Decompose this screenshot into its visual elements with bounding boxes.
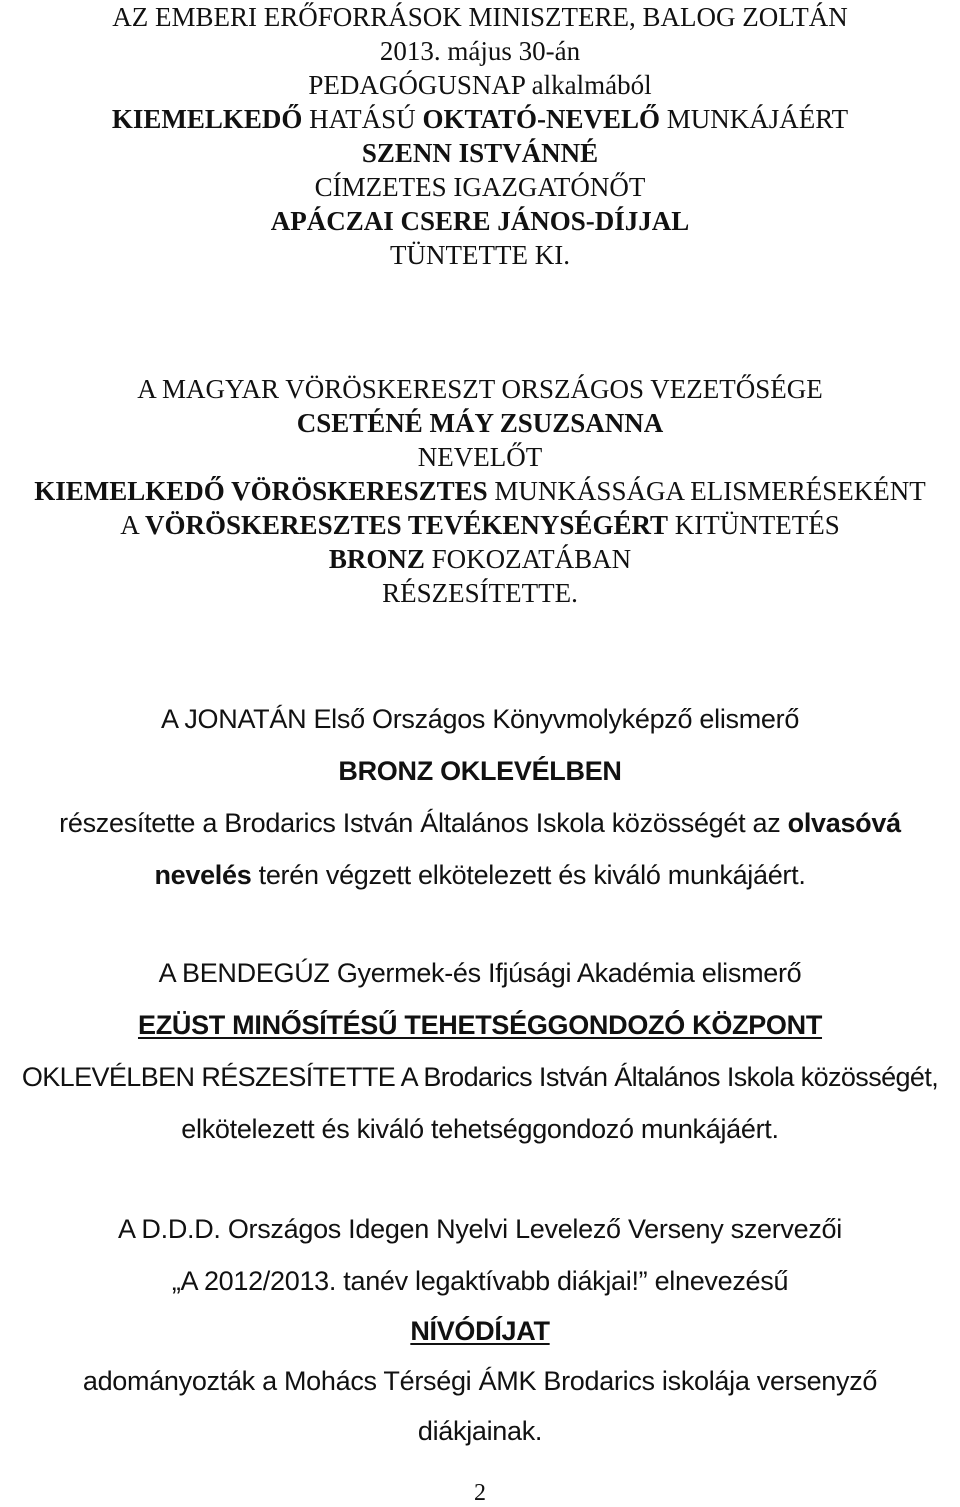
award2-prize-start: A: [120, 510, 146, 540]
award1-closing-line: TÜNTETTE KI.: [390, 240, 570, 270]
award1-recipient-line: [0, 138, 960, 169]
award1-reason-bold1: KIEMELKEDŐ: [111, 104, 303, 134]
award3-reason-line: [0, 860, 960, 891]
award2-grade-bold: BRONZ: [328, 544, 425, 574]
award1-reason-mid: HATÁSÚ: [302, 104, 423, 134]
award1-reason-end: MUNKÁJÁÉRT: [659, 104, 849, 134]
award1-date-line: 2013. május 30-án: [379, 36, 581, 66]
award4-issuer-line: A BENDEGÚZ Gyermek-és Ifjúsági Akadémia elismerő: [158, 958, 802, 988]
award3-reason-end: terén végzett elkötelezett és kiváló munkájáért.: [251, 860, 806, 890]
award2-prize-bold: VÖRÖSKERESZTES TEVÉKENYSÉGÉRT: [145, 510, 669, 540]
award4-prize-name: EZÜST MINŐSÍTÉSŰ TEHETSÉGGONDOZÓ KÖZPONT: [137, 1010, 823, 1040]
award3-recipient-start: részesítette a Brodarics István Általános Iskola közösségét az: [59, 808, 788, 838]
award3-prize-line: [0, 756, 960, 787]
award2-recipient-line: [0, 408, 960, 439]
award1-occasion-line: PEDAGÓGUSNAP alkalmából: [308, 70, 652, 100]
award2-grade-line: [0, 544, 960, 575]
award4-prize-line: [0, 1010, 960, 1041]
award5-prize-name: NÍVÓDÍJAT: [410, 1316, 550, 1346]
award2-prize-end: KITÜNTETÉS: [668, 510, 840, 540]
award5-prize-line: [0, 1316, 960, 1347]
award2-recipient-name: CSETÉNÉ MÁY ZSUZSANNA: [296, 408, 664, 438]
award1-title-line: CÍMZETES IGAZGATÓNŐT: [314, 172, 646, 202]
award1-prize-name: APÁCZAI CSERE JÁNOS-DÍJJAL: [270, 206, 690, 236]
award3-prize-name: BRONZ OKLEVÉLBEN: [338, 756, 622, 786]
award1-prize-line: [0, 206, 960, 237]
page-number: 2: [474, 1480, 486, 1506]
award3-recipient-line: [0, 808, 960, 839]
award2-reason-bold: KIEMELKEDŐ VÖRÖSKERESZTES: [34, 476, 488, 506]
award3-reason-bold: nevelés: [154, 860, 252, 890]
award4-reason-line: elkötelezett és kiváló tehetséggondozó munkájáért.: [181, 1114, 779, 1144]
award1-minister-line: AZ EMBERI ERŐFORRÁSOK MINISZTERE, BALOG ZOLTÁN: [112, 2, 848, 32]
award5-title-line: „A 2012/2013. tanév legaktívabb diákjai!” elnevezésű: [171, 1266, 789, 1296]
award3-recipient-bold: olvasóvá: [787, 808, 901, 838]
award5-issuer-line: A D.D.D. Országos Idegen Nyelvi Levelező Verseny szervezői: [118, 1214, 842, 1244]
award5-recipient-end-line: diákjainak.: [417, 1416, 543, 1446]
award2-prize-line: [0, 510, 960, 541]
award2-closing-line: RÉSZESÍTETTE.: [382, 578, 578, 608]
award1-reason-line: [0, 104, 960, 135]
award2-grade-end: FOKOZATÁBAN: [424, 544, 632, 574]
award2-issuer-line: A MAGYAR VÖRÖSKERESZT ORSZÁGOS VEZETŐSÉGE: [137, 374, 823, 404]
award2-reason-end: MUNKÁSSÁGA ELISMERÉSEKÉNT: [487, 476, 926, 506]
award2-reason-line: [0, 476, 960, 507]
award3-issuer-line: A JONATÁN Első Országos Könyvmolyképző elismerő: [160, 704, 800, 734]
award1-recipient-name: SZENN ISTVÁNNÉ: [361, 138, 599, 168]
award4-recipient-line: OKLEVÉLBEN RÉSZESÍTETTE A Brodarics István Általános Iskola közösségét,: [21, 1062, 939, 1092]
award2-role-line: NEVELŐT: [417, 442, 543, 472]
award5-recipient-line: adományozták a Mohács Térségi ÁMK Brodarics iskolája versenyző: [82, 1366, 878, 1396]
award1-reason-bold2: OKTATÓ-NEVELŐ: [422, 104, 660, 134]
